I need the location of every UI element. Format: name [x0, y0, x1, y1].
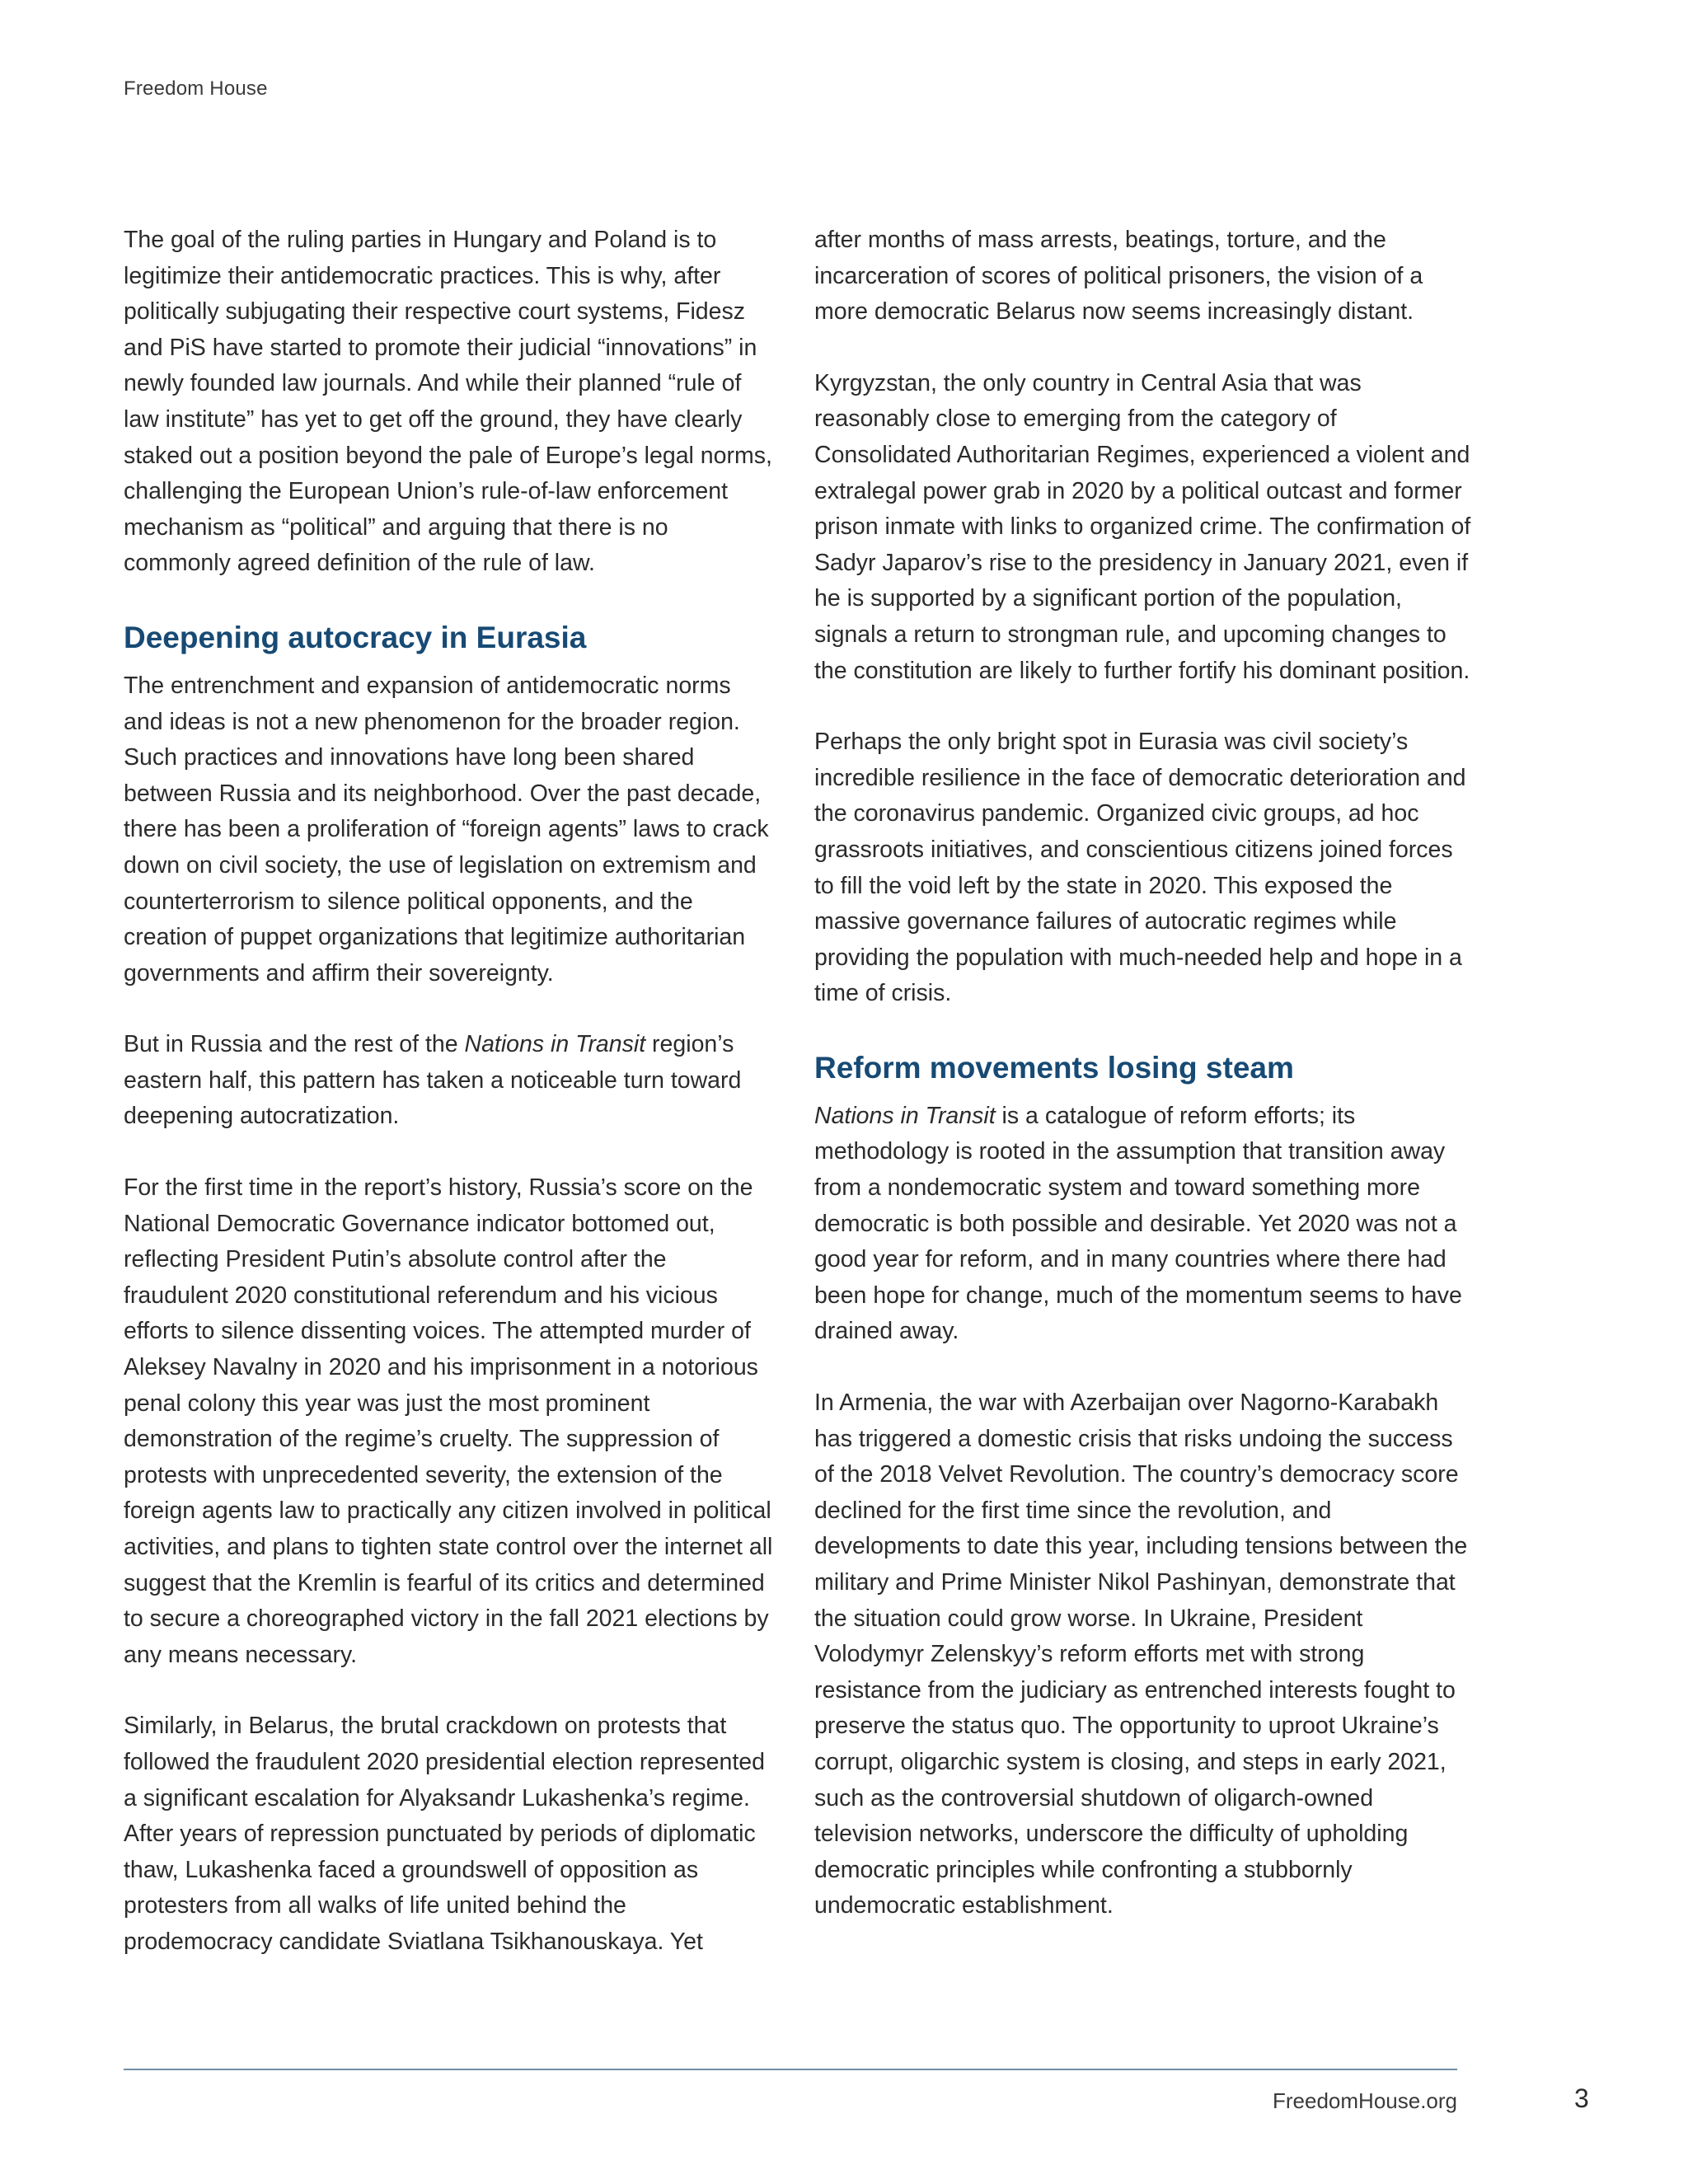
section-heading-eurasia: Deepening autocracy in Eurasia: [124, 620, 587, 654]
paragraph: [124, 1027, 775, 1135]
paragraph: In Armenia, the war with Azerbaijan over Nagorno-Karabakh has triggered a domestic crisis that risks undoing the success of the 2018 Velvet Revolution. The country’s democracy score declined for the first time since the revolution, and developments to date this year, including tensions between the military and Prime Minister Nikol Pashinyan, demonstrate that the situation could grow worse. In Ukraine, President Volodymyr Zelenskyy’s reform efforts met with strong resistance from the judiciary as entrenched interests fought to preserve the status quo. The opportunity to uproot Ukraine’s corrupt, oligarchic system is closing, and steps in early 2021, such as the controversial shutdown of oligarch-owned television networks, underscore the difficulty of upholding democratic principles while confronting a stubbornly undemocratic establishment.: [814, 1390, 1468, 1919]
paragraph: The goal of the ruling parties in Hungary and Poland is to legitimize their antidemocratic practices. This is why, after politically subjugating their respective court systems, Fidesz and PiS have started to promote their judicial “innovations” in newly founded law journals. And while their planned “rule of law institute” has yet to get off the ground, they have clearly staked out a position beyond the pale of Europe’s legal norms, challenging the European Union’s rule-of-law enforcement mechanism as “political” and arguing that there is no commonly agreed definition of the rule of law.: [124, 227, 772, 577]
footer-divider: [124, 2069, 1457, 2070]
text-run: region’s eastern half, this pattern has taken a noticeable turn toward deepening autocratization.: [124, 1031, 742, 1130]
running-header: Freedom House: [124, 77, 268, 100]
paragraph: Kyrgyzstan, the only country in Central Asia that was reasonably close to emerging from the category of Consolidated Authoritarian Regimes, experienced a violent and extralegal power grab in 2020 by a political outcast and former prison inmate with links to organized crime. The confirmation of Sadyr Japarov’s rise to the presidency in January 2021, even if he is supported by a significant portion of the population, signals a return to strongman rule, and upcoming changes to the constitution are likely to further fortify his dominant position.: [814, 369, 1471, 684]
footer-website-link[interactable]: FreedomHouse.org: [1273, 2088, 1457, 2113]
report-title-italic: Nations in Transit: [464, 1031, 646, 1058]
paragraph: For the first time in the report’s history, Russia’s score on the National Democratic Governance indicator bottomed out, reflecting President Putin’s absolute control after the fraudulent 2020 constitutional referendum and his vicious efforts to silence dissenting voices. The attempted murder of Aleksey Navalny in 2020 and his imprisonment in a notorious penal colony this year was just the most prominent demonstration of the regime’s cruelty. The suppression of protests with unprecedented severity, the extension of the foreign agents law to practically any citizen involved in political activities, and plans to tighten state control over the internet all suggest that the Kremlin is fearful of its critics and determined to secure a choreographed victory in the fall 2021 elections by any means necessary.: [124, 1174, 773, 1668]
paragraph: [814, 1099, 1474, 1350]
report-title-italic: Nations in Transit: [814, 1102, 996, 1129]
paragraph: Similarly, in Belarus, the brutal crackdown on protests that followed the fraudulent 2020 presidential election represented a significant escalation for Alyaksandr Lukashenka’s regime. After years of repression punctuated by periods of diplomatic thaw, Lukashenka faced a groundswell of opposition as protesters from all walks of life united behind the prodemocracy candidate Sviatlana Tsikhanouskaya. Yet: [124, 1713, 765, 1955]
paragraph: The entrenchment and expansion of antidemocratic norms and ideas is not a new phenomenon for the broader region. Such practices and innovations have long been shared between Russia and its neighborhood. Over the past decade, there has been a proliferation of “foreign agents” laws to crack down on civil society, the use of legislation on extremism and counterterrorism to silence political opponents, and the creation of puppet organizations that legitimize authoritarian governments and affirm their sovereignty.: [124, 672, 769, 987]
paragraph: after months of mass arrests, beatings, torture, and the incarceration of scores of political prisoners, the vision of a more democratic Belarus now seems increasingly distant.: [814, 227, 1423, 326]
left-column: [124, 223, 775, 1996]
paragraph: Perhaps the only bright spot in Eurasia was civil society’s incredible resilience in the face of democratic deterioration and the coronavirus pandemic. Organized civic groups, ad hoc grassroots initiatives, and conscientious citizens joined forces to fill the void left by the state in 2020. This exposed the massive governance failures of autocratic regimes while providing the population with much-needed help and hope in a time of crisis.: [814, 729, 1466, 1007]
text-run: But in Russia and the rest of the: [124, 1031, 465, 1058]
text-run: is a catalogue of reform efforts; its methodology is rooted in the assumption that transition away from a nondemocratic system and toward something more democratic is both possible and desirable. Yet 2020 was not a good year for reform, and in many countries where there had been hope for change, much of the momentum seems to have drained away.: [814, 1102, 1462, 1345]
right-column: [814, 223, 1474, 1960]
page-number: 3: [1574, 2083, 1589, 2113]
section-heading-reform: Reform movements losing steam: [814, 1050, 1294, 1085]
